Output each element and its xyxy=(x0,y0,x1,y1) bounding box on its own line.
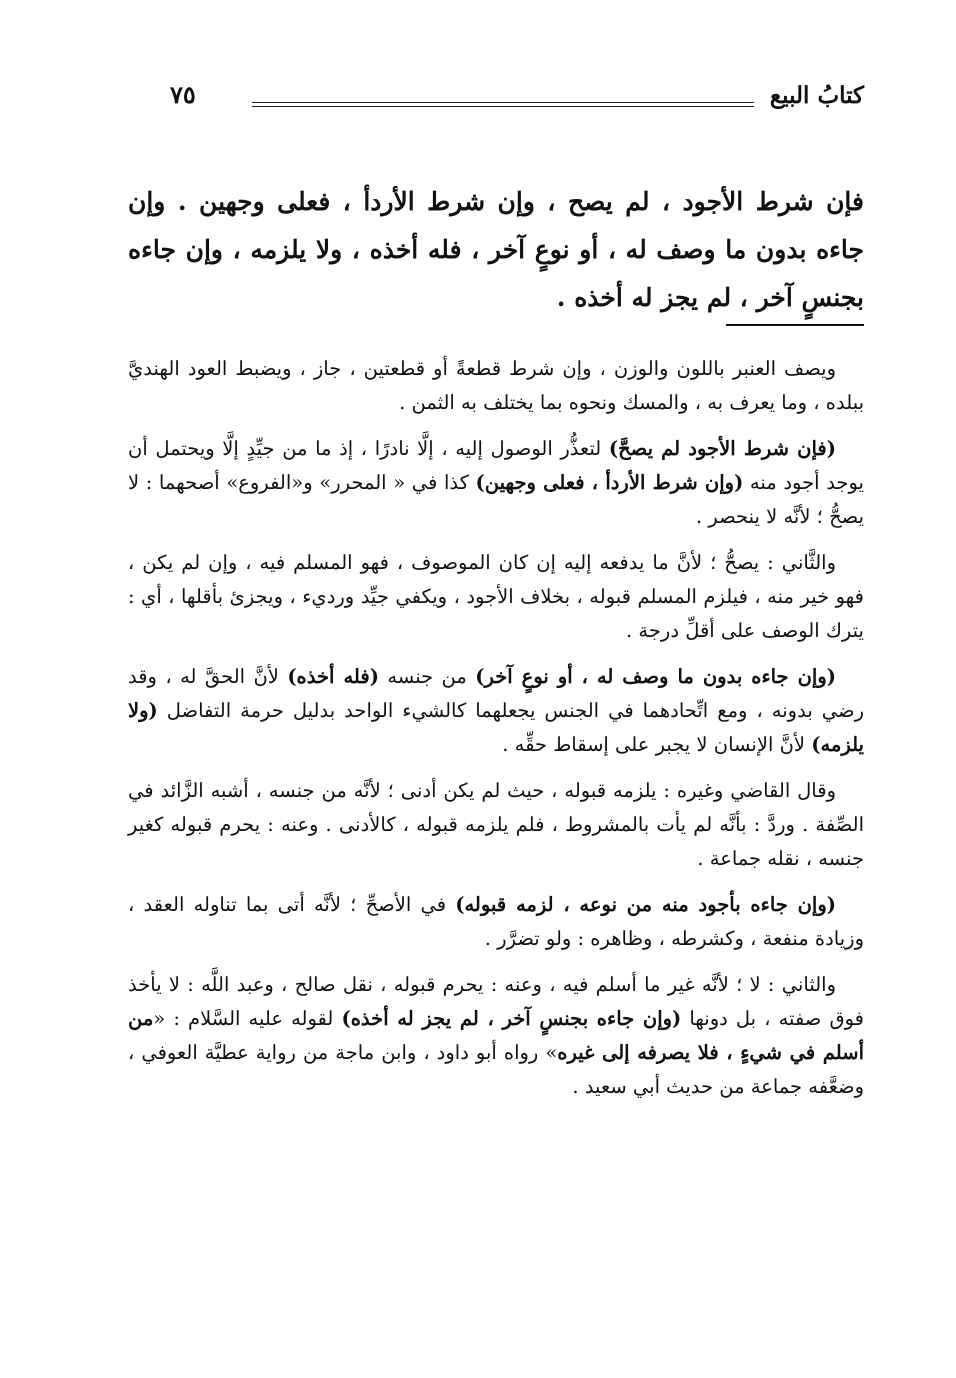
commentary-paragraph-4 xyxy=(128,660,864,762)
quoted-matn: (وإن جاءه بجنسٍ آخر ، لم يجز له أخذه) xyxy=(341,1007,682,1030)
quoted-matn: (فله أخذه) xyxy=(287,665,379,688)
commentary-paragraph-7 xyxy=(128,968,864,1104)
quoted-matn: (فإن شرط الأجود لم يصحَّ) xyxy=(608,437,836,460)
quoted-matn: (وإن جاءه بأجود منه من نوعه ، لزمه قبوله) xyxy=(455,893,836,916)
quoted-matn: (وإن جاءه بدون ما وصف له ، أو نوعٍ آخر) xyxy=(475,665,836,688)
paragraph-text: لأنَّ الحقَّ له ، وقد رضي بدونه ، ومع اتِّحادهما في الجنس يجعلهما كالشيء الواحد بدليل حرمة التفاضل xyxy=(128,665,864,722)
paragraph-text: من جنسه xyxy=(378,665,476,688)
commentary-paragraph-2 xyxy=(128,432,864,534)
paragraph-text: ويصف العنبر باللون والوزن ، وإن شرط قطعةً أو قطعتين ، جاز ، ويضبط العود الهنديَّ ببلده ، وما يعرف به ، والمسك ونحوه بما يختلف به الثمن . xyxy=(128,357,864,414)
paragraph-text: لأنَّ الإنسان لا يجبر على إسقاط حقِّه . xyxy=(502,733,812,756)
commentary-paragraph-3 xyxy=(128,546,864,648)
paragraph-text: لقوله عليه السَّلام : « xyxy=(153,1007,342,1030)
quoted-matn: (وإن شرط الأردأ ، فعلى وجهين) xyxy=(475,471,744,494)
commentary-paragraph-6 xyxy=(128,888,864,956)
hadith-quote: من أسلم في شيءٍ ، فلا يصرفه إلى غيره xyxy=(128,1007,864,1064)
page-header xyxy=(170,82,864,122)
paragraph-text: » رواه أبو داود ، وابن ماجة من رواية عطيَّة العوفي ، وضعَّفه جماعة من حديث أبي سعيد . xyxy=(128,1041,864,1098)
commentary xyxy=(128,352,864,1116)
page-number: ٧٥ xyxy=(170,80,196,109)
matn-text: فإن شرط الأجود ، لم يصح ، وإن شرط الأردأ ، فعلى وجهين . وإن جاءه بدون ما وصف له ، أو نوعٍ آخر ، فله أخذه ، ولا يلزمه ، وإن جاءه بجنسٍ آخر ، لم يجز له أخذه . xyxy=(128,187,864,312)
text-divider xyxy=(726,324,864,326)
quoted-matn: (ولا يلزمه) xyxy=(128,699,864,756)
paragraph-text: وقال القاضي وغيره : يلزمه قبوله ، حيث لم يكن أدنى ؛ لأنَّه من جنسه ، أشبه الزَّائد في الصِّفة . وردَّ : بأنَّه لم يأت بالمشروط ، فلم يلزمه قبوله ، كالأدنى . وعنه : يحرم قبوله كغير جنسه ، نقله جماعة . xyxy=(128,779,864,870)
commentary-paragraph-5 xyxy=(128,774,864,876)
paragraph-text: كذا في « المحرر» و«الفروع» أصحهما : لا يصحُّ ؛ لأنَّه لا ينحصر . xyxy=(128,471,864,528)
header-rule xyxy=(252,102,754,107)
running-title: كتابُ البيع xyxy=(769,82,864,109)
paragraph-text: والثَّاني : يصحُّ ؛ لأنَّ ما يدفعه إليه إن كان الموصوف ، فهو المسلم فيه ، وإن لم يكن ، فهو خير منه ، فيلزم المسلم قبوله ، بخلاف الأجود ، ويكفي جيِّد ورديء ، ويجزئ بأقلها ، أي : يترك الوصف على أقلِّ درجة . xyxy=(128,551,864,642)
paragraph-text: في الأصحِّ ؛ لأنَّه أتى بما تناوله العقد ، وزيادة منفعة ، وكشرطه ، وظاهره : ولو تضرَّر . xyxy=(128,893,864,950)
paragraph-text: والثاني : لا ؛ لأنَّه غير ما أسلم فيه ، وعنه : يحرم قبوله ، نقل صالح ، وعبد اللَّه : لا يأخذ فوق صفته ، بل دونها xyxy=(128,973,864,1030)
paragraph-text: لتعذُّر الوصول إليه ، إلَّا نادرًا ، إذ ما من جيِّدٍ إلَّا ويحتمل أن يوجد أجود منه xyxy=(128,437,864,494)
commentary-paragraph-1 xyxy=(128,352,864,420)
